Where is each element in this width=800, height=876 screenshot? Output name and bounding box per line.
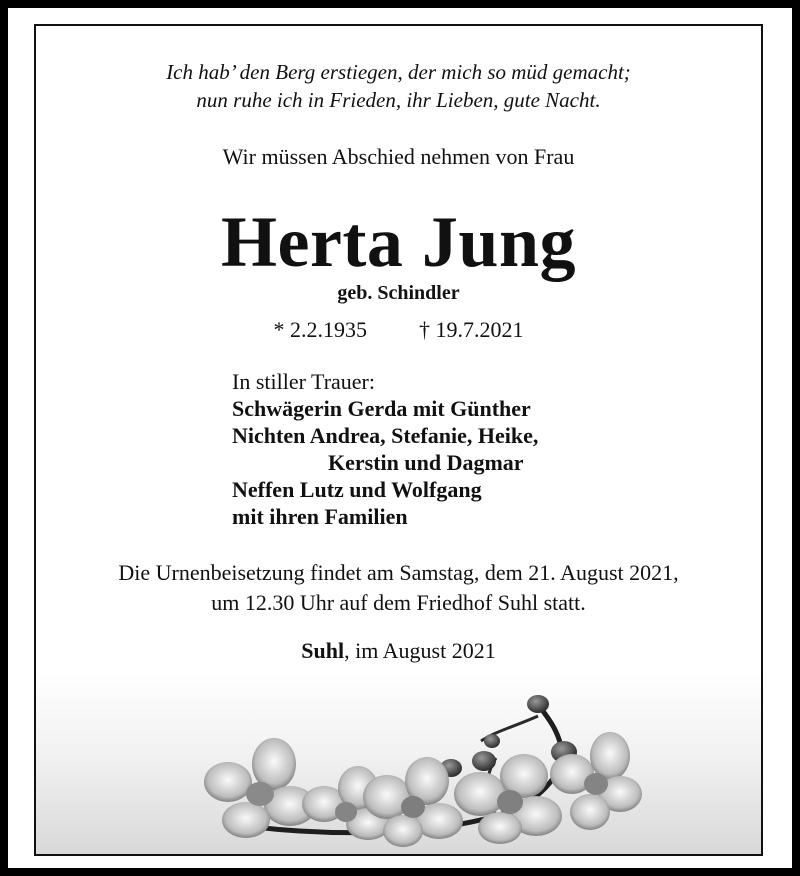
mourner-line: mit ihren Familien (232, 504, 408, 529)
place-date-rest: , im August 2021 (344, 638, 496, 663)
birth-date: * 2.2.1935 (273, 317, 367, 342)
mourners-label: In stiller Trauer: (232, 369, 375, 394)
mourners-block (232, 368, 538, 530)
funeral-info-line-1: Die Urnenbeisetzung findet am Samstag, dem 21. August 2021, (118, 560, 679, 585)
funeral-info-line-2: um 12.30 Uhr auf dem Friedhof Suhl statt. (211, 590, 586, 615)
verse-line-1: Ich hab’ den Berg erstiegen, der mich so müd gemacht; (166, 60, 631, 84)
mourner-line: Neffen Lutz und Wolfgang (232, 477, 482, 502)
obituary-frame (34, 24, 763, 856)
intro-text: Wir müssen Abschied nehmen von Frau (222, 144, 575, 169)
funeral-info (36, 558, 761, 618)
place-city: Suhl (301, 638, 345, 663)
orchid-flowers-icon (166, 686, 646, 856)
place-date (36, 637, 761, 665)
mourner-line: Schwägerin Gerda mit Günther (232, 396, 531, 421)
mourner-line: Nichten Andrea, Stefanie, Heike, (232, 423, 539, 448)
deceased-name: Herta Jung (221, 202, 576, 282)
obituary-page (8, 8, 792, 868)
verse-line-2: nun ruhe ich in Frieden, ihr Lieben, gute Nacht. (196, 88, 601, 112)
birth-name: geb. Schindler (337, 282, 460, 304)
mourner-line: Kerstin und Dagmar (328, 450, 524, 475)
death-date: † 19.7.2021 (419, 317, 524, 342)
verse (36, 58, 761, 114)
life-dates (36, 316, 761, 344)
